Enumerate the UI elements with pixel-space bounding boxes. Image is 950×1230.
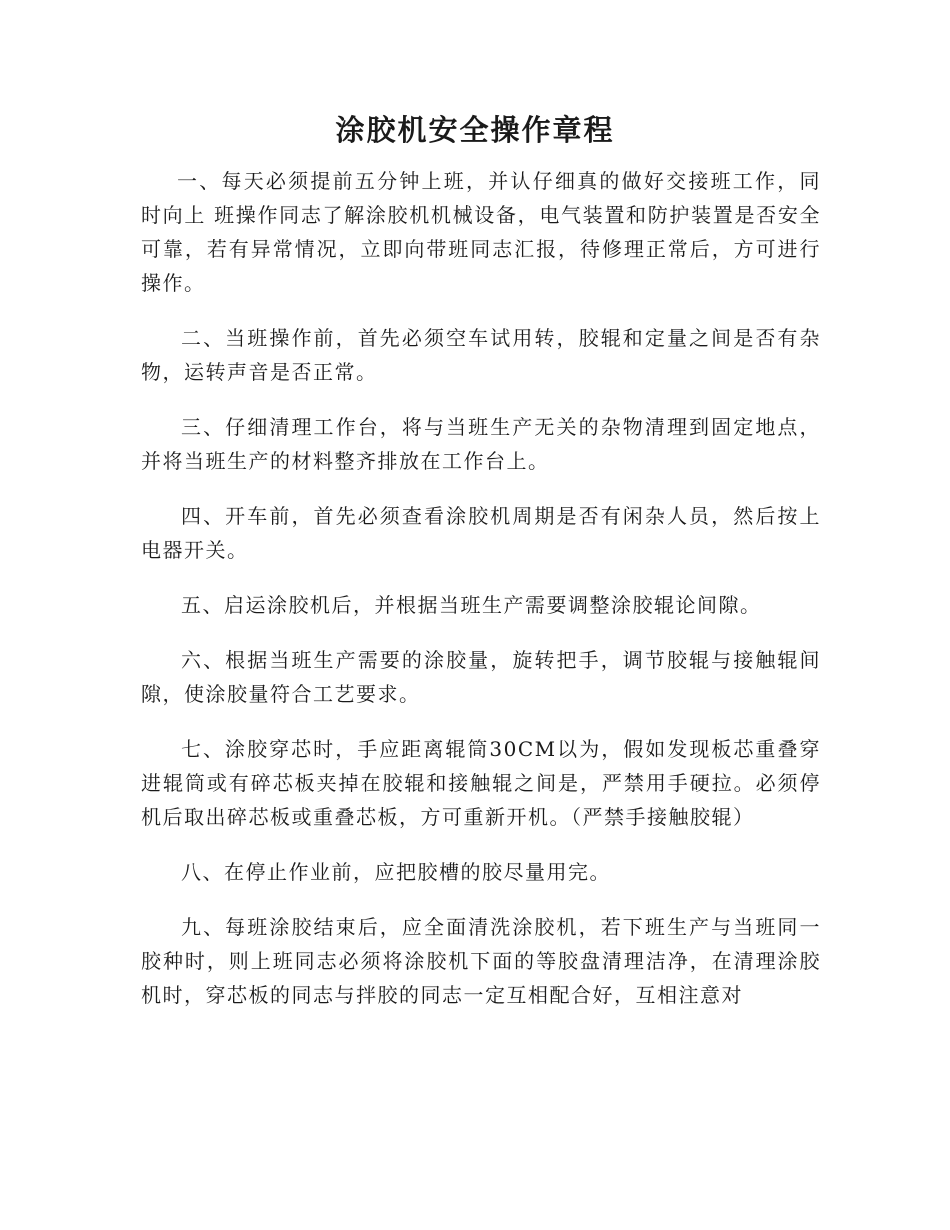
document-title: 涂胶机安全操作章程 xyxy=(335,113,615,147)
paragraph-7: 七、涂胶穿芯时，手应距离辊筒30CM以为，假如发现板芯重叠穿进辊筒或有碎芯板夹掉在胶辊和接触辊之间是，严禁用手硬拉。必须停机后取出碎芯板或重叠芯板，方可重新开机。（严禁手接触胶辊） xyxy=(141,737,821,829)
paragraph-3: 三、仔细清理工作台，将与当班生产无关的杂物清理到固定地点，并将当班生产的材料整齐排放在工作台上。 xyxy=(141,415,821,473)
paragraph-6: 六、根据当班生产需要的涂胶量，旋转把手，调节胶辊与接触辊间隙，使涂胶量符合工艺要求。 xyxy=(141,648,821,706)
document-body xyxy=(141,164,821,1033)
paragraph-1: 一、每天必须提前五分钟上班，并认仔细真的做好交接班工作，同时向上 班操作同志了解涂胶机机械设备，电气装置和防护装置是否安全可靠，若有异常情况，立即向带班同志汇报，待修理正常后，方可进行操作。 xyxy=(141,169,821,295)
paragraph-2: 二、当班操作前，首先必须空车试用转，胶辊和定量之间是否有杂物，运转声音是否正常。 xyxy=(141,326,821,384)
paragraph-8: 八、在停止作业前，应把胶槽的胶尽量用完。 xyxy=(181,860,611,884)
paragraph-5: 五、启运涂胶机后，并根据当班生产需要调整涂胶辊论间隙。 xyxy=(181,593,762,617)
paragraph-9: 九、每班涂胶结束后，应全面清洗涂胶机，若下班生产与当班同一胶种时，则上班同志必须将涂胶机下面的等胶盘清理洁净，在清理涂胶机时，穿芯板的同志与拌胶的同志一定互相配合好，互相注意对 xyxy=(141,915,821,1007)
paragraph-4: 四、开车前，首先必须查看涂胶机周期是否有闲杂人员，然后按上电器开关。 xyxy=(141,504,821,562)
